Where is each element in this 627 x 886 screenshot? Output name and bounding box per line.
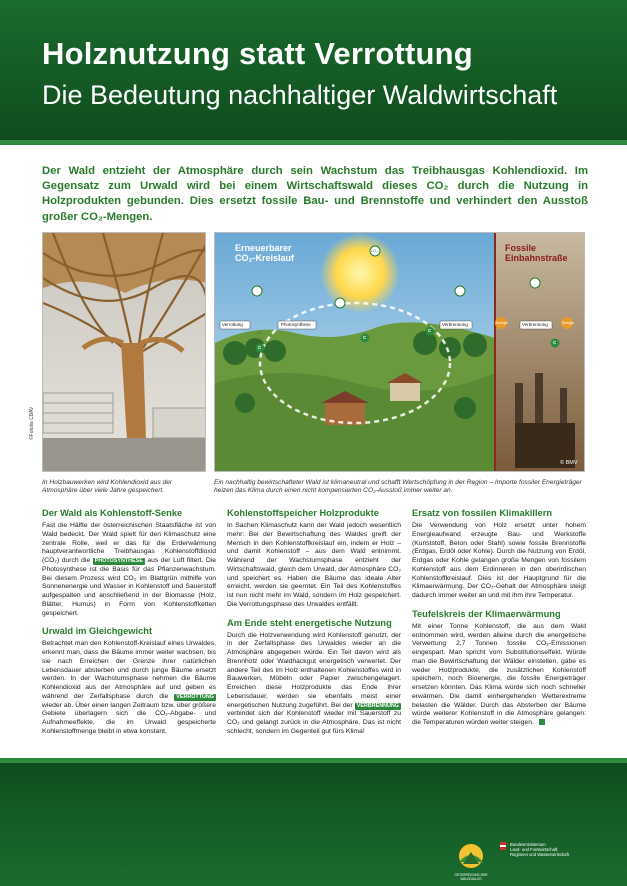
photo-credit: ©Fotolia CBAV	[29, 406, 35, 440]
ministry-line-2: Land- und Forstwirtschaft,	[510, 847, 559, 852]
text-segment: aus der Luft filtert. Die Photosynthese ist die Basis für das Pflanzenwachstum. Bei diesem Prozess wird CO₂ im Blattgrün mithilfe von Sonnenenergie und Wasser in Kohlenstoff und Sauerstoff aufgespalten und anschließend in der Biomasse (Holz, Blätter, Humus) in Form von Kohlenstoffketten gespeichert.	[42, 557, 216, 617]
fossil-one-way-label	[505, 243, 568, 263]
walddialog-logo-text: ÖSTERREICHISCHER WALDDIALOG	[454, 873, 488, 881]
co2-molecule: CO₂	[371, 249, 378, 253]
carbon-cycle-diagram	[214, 232, 585, 472]
header-stripe	[0, 140, 627, 145]
energy-badge-left: Energie	[496, 321, 509, 325]
column-1	[42, 508, 216, 745]
header-banner	[0, 0, 627, 145]
carbon-atom: C	[258, 345, 262, 350]
text-segment: Fast die Hälfte der österreichischen Staatsfläche ist von Wald bedeckt. Der Wald spielt für den Klimaschutz eine zentrale Rolle, weil er das für die Erderwärmung hauptverantwortliche Treibhausgas Kohlenstoffdioxid (CO₂) durch die	[42, 522, 216, 564]
section-heading-carbon-sink: Der Wald als Kohlenstoff-Senke	[42, 508, 183, 518]
photo-caption: In Holzbauwerken wird Kohlendioxid aus der Atmosphäre über viele Jahre gespeichert.	[42, 479, 173, 495]
section-text-vicious-circle	[412, 623, 586, 728]
combustion-term-tag: VERBRENNUNG	[356, 702, 399, 709]
text-segment: Mit einer Tonne Kohlenstoff, die aus dem Wald entnommen wird, werden alleine durch die energetische Verwertung 2,7 Tonnen fossile CO₂-Emissionen eingespart. Man spricht vom Substitutionseffekt. Würde man die Bewirtschaftung der Wälder einstellen, gäbe es weder Holzprodukte, die zusätzlichen Kohlenstoff speichern, noch Bioenergie, die fossile Energieträger ersetzen könnten. Das Klima würde sich noch schneller erwärmen. Die damit einhergehenden Wetterextreme belasten die Wälder. Durch das Absterben der Bäume würde weiterer Kohlenstoff in die Atmosphäre gelangen: die Temperaturen würden weiter steigen.	[412, 622, 586, 726]
section-heading-vicious-circle: Teufelskreis der Klimaerwärmung	[412, 608, 561, 619]
column-2	[227, 508, 401, 745]
carbon-atom: C	[363, 335, 367, 340]
ministry-logo	[500, 842, 595, 882]
section-heading-wood-products: Kohlenstoffspeicher Holzprodukte	[227, 508, 379, 518]
photosynthesis-tag: Photosynthese	[281, 322, 311, 327]
section-text-fossil-replacement: Die Verwendung von Holz ersetzt unter hohem Energieaufwand erzeugte Bau- und Werkstoffe (Kunststoff, Beton oder Stahl) sowie fossile Brennstoffe (Erdgas, Erdöl oder Kohle). Durch die Nutzung von Erdöl, Erdgas oder Kohle gelangen große Mengen von fossilem Kohlenstoff aus dem Erdinneren in den oberirdischen Kohlenstoffkreislauf. Dies ist der Hauptgrund für die Klimaerwärmung. Der CO₂-Gehalt der Atmosphäre steigt dadurch immer weiter an und mit ihm ihre Temperatur.	[412, 522, 586, 599]
photosynthesis-term-tag: PHOTOSYNTHESE	[94, 558, 143, 564]
carbon-atom: C	[553, 340, 557, 345]
section-heading-primeval-forest: Urwald im Gleichgewicht	[42, 626, 153, 637]
column-3	[412, 508, 586, 736]
page-subtitle: Die Bedeutung nachhaltiger Waldwirtschaft	[42, 80, 558, 110]
footer-stripe	[0, 758, 627, 763]
o2-molecule: O₂	[257, 330, 262, 335]
end-marker	[539, 719, 545, 725]
section-text-wood-products: In Sachen Klimaschutz kann der Wald jedoch wesentlich mehr: Bei der Bewirtschaftung des Waldes greift der Mensch in den Kohlenstoffkreislauf ein, indem er Holz – und damit Kohlenstoff – aus dem Wald entnimmt. Während der Wachstumsphase entzieht der Wirtschaftswald, gleich dem Urwald, der Atmosphäre CO₂ und speichert es. Haben die Bäume das ideale Alter erreicht, werden sie geerntet. Ein Teil des Kohlenstoffes ist nun nicht mehr im Wald, sondern im Holz gespeichert. Die Verrottungsphase des Urwaldes entfällt.	[227, 522, 401, 608]
intro-paragraph: Der Wald entzieht der Atmosphäre durch sein Wachstum das Treibhausgas Kohlendioxid. Im Gegensatz zum Urwald wird bei einem Wirtschaftswald dieses CO₂ durch die Nutzung in Holzprodukten gebunden. Dies ersetzt fossile Bau- und Brennstoffe und verhindert den Ausstoß großer CO₂-Mengen.	[42, 165, 588, 223]
text-segment: Betrachtet man den Kohlenstoff-Kreislauf eines Urwaldes, erkennt man, dass die Bäume immer weiter wachsen, bis sie nach Erreichen der Grenze ihrer natürlichen Lebensdauer absterben und durch junge Bäume ersetzt werden. In der Wachstumsphase nehmen die Bäume Kohlendioxid aus der Atmosphäre auf und geben es während der Zerfallsphase durch die	[42, 640, 216, 700]
renewable-label-line1: Erneuerbarer	[235, 243, 292, 253]
section-heading-energy-use: Am Ende steht energetische Nutzung	[227, 617, 392, 628]
walddialog-logo-mark	[448, 842, 494, 874]
fossil-label-line1: Fossile	[505, 243, 537, 253]
ministry-line-1: Bundesministerium	[510, 842, 546, 847]
diagram-credit: © BMV	[560, 460, 578, 466]
section-heading-fossil-replacement: Ersatz von fossilen Klimakillern	[412, 508, 553, 518]
ministry-line-3: Regionen und Wasserwirtschaft	[510, 852, 569, 857]
energy-badge-right: Energie	[562, 321, 575, 325]
austria-flag-icon	[500, 842, 506, 850]
section-text-carbon-sink	[42, 522, 216, 618]
renewable-cycle-label	[235, 243, 294, 263]
timber-building-photo	[42, 232, 206, 472]
fossil-label-line2: Einbahnstraße	[505, 253, 568, 263]
text-segment: wieder ab. Über einen langen Zeitraum bzw. über größere Gebiete überlagern sich die CO₂-Abgabe- und Aufnahmeeffekte, die im Urwald gespeicherte Kohlenstoffmenge bleibt in etwa konstant.	[42, 701, 216, 735]
ministry-logo-text	[510, 842, 595, 857]
timber-lattice-illustration	[43, 233, 206, 472]
rotting-tag: Verrottung	[222, 322, 243, 327]
section-text-primeval-forest	[42, 640, 216, 736]
section-text-energy-use	[227, 632, 401, 737]
carbon-atom: C	[428, 328, 432, 333]
page-title: Holznutzung statt Verrottung	[42, 36, 473, 71]
rotting-term-tag: VERROTTUNG	[176, 693, 214, 700]
diagram-caption: Ein nachhaltig bewirtschafteter Wald ist klimaneutral und schafft Wertschöpfung in der Region – Importe fossiler Energieträger heizen das Klima durch einen nicht kompensierten CO₂-Ausstoß immer weiter an.	[214, 479, 582, 495]
renewable-label-line2: CO₂-Kreislauf	[235, 253, 295, 263]
text-segment: verbindet sich der Kohlenstoff wieder mit Sauerstoff zu CO₂ und gelangt zurück in die Atmosphäre. Das ist nicht schlecht, sondern im Gegenteil gut fürs Klima!	[227, 710, 401, 735]
carbon-cycle-illustration	[215, 233, 585, 472]
combustion-tag: Verbrennung	[442, 322, 468, 327]
text-segment: Durch die Holzverwendung wird Kohlenstoff genutzt, der in der Zerfallsphase des Urwaldes wieder an die Atmosphäre abgegeben würde. Ein Teil davon wird als Brennholz oder Waldhackgut energetisch verwertet. Der andere Teil des im Holz enthaltenen Kohlenstoffes wird in Bauwerken, Möbeln oder Papier zwischengelagert. Erreichen diese Holzprodukte das Ende ihrer Lebensdauer, werden sie ebenfalls meist einer energetischen Nutzung zugeführt. Bei der	[227, 631, 401, 709]
fossil-combustion-tag: Verbrennung	[522, 322, 548, 327]
